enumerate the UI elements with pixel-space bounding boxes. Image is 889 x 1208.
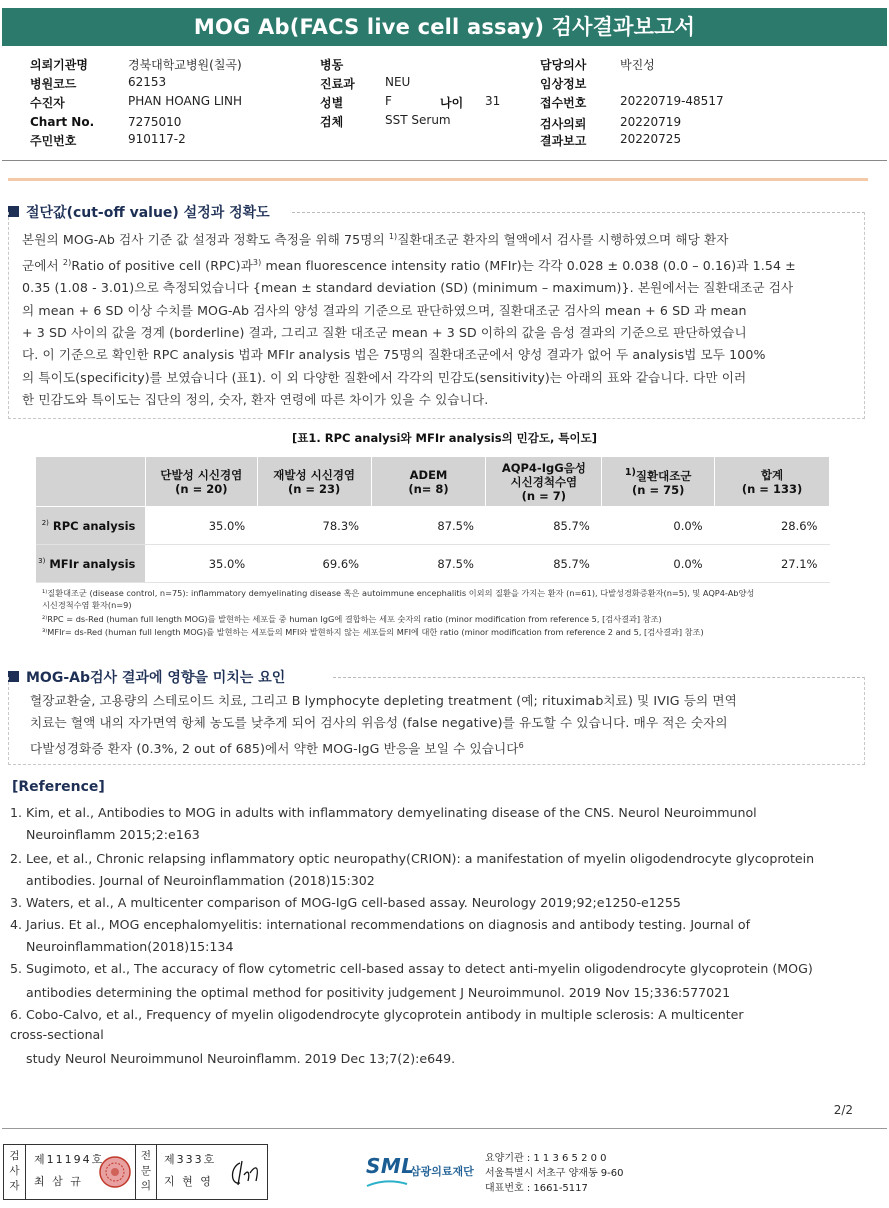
reference-line: 3. Waters, et al., A multicenter comparison of MOG-IgG cell-based assay. Neurology 2019;92;e1250-e1255 xyxy=(10,895,681,910)
inspector-label xyxy=(4,1145,26,1199)
lab-address: 서울특별시 서초구 양재동 9-60 xyxy=(485,1168,624,1179)
section2-heading-text: MOG-Ab검사 결과에 영향을 미치는 요인 xyxy=(26,670,286,686)
hospital-code-label: 병원코드 xyxy=(30,77,77,91)
chart-no: 7275010 xyxy=(128,115,182,129)
table-cell: 0.0% xyxy=(602,545,715,583)
vertical-char: 의 xyxy=(140,1180,152,1192)
table-header-cell xyxy=(486,457,602,507)
examinee: PHAN HOANG LINH xyxy=(128,94,243,108)
table-cell: 0.0% xyxy=(602,507,715,545)
table-header-cell xyxy=(602,457,715,507)
requesting-org: 경북대학교병원(칠곡) xyxy=(128,58,242,72)
header-line2: (n = 133) xyxy=(741,481,803,496)
section1-line xyxy=(22,277,862,299)
page-number: 2/2 xyxy=(833,1103,853,1117)
section1-line xyxy=(22,252,862,278)
orange-divider xyxy=(8,178,868,181)
footnote-ref: 3) xyxy=(252,257,262,267)
table-cell: 35.0% xyxy=(145,545,257,583)
footnote-line: ³⁾MFIr= ds-Red (human full length MOG)를 발현하는 세포들의 MFI와 발현하지 않는 세포들의 MFI에 대한 ratio (minor modification from reference 2 and 5, [검사결과] 참조) xyxy=(42,627,704,637)
table-cell: 87.5% xyxy=(371,545,486,583)
footnote-ref: 2) xyxy=(41,518,49,527)
table-header-row xyxy=(36,457,830,507)
results-table xyxy=(35,456,830,583)
reference-heading: [Reference] xyxy=(12,779,105,795)
vertical-char: 전 xyxy=(140,1150,152,1162)
header-line2: (n = 20) xyxy=(175,481,228,496)
reference-line: Neuroinflammation(2018)15:134 xyxy=(10,939,234,954)
header-text: 단발성 시신경염 xyxy=(160,467,243,482)
header-line3: (n = 7) xyxy=(521,488,567,503)
reference-line: 6. Cobo-Calvo, et al., Frequency of myelin oligodendrocyte glycoprotein antibody in multiple sclerosis: A multicenter xyxy=(10,1007,744,1022)
age: 31 xyxy=(485,94,501,108)
footnote-ref: 3) xyxy=(38,556,46,565)
age-label: 나이 xyxy=(440,96,464,110)
report-date: 20220725 xyxy=(620,132,682,146)
header-divider xyxy=(2,160,887,161)
table-corner xyxy=(36,457,146,507)
seal-icon xyxy=(98,1155,132,1189)
section2-line: 다발성경화증 환자 (0.3%, 2 out of 685)에서 약한 MOG-IgG 반응을 보일 수 있습니다$^6$ xyxy=(30,740,524,756)
footnote-ref: 1) xyxy=(624,467,636,479)
text-run: + 3 SD 사이의 값을 경계 (borderline) 결과, 그리고 질환 대조군 mean + 3 SD 이하의 값을 음성 결과의 기준으로 판단하였습니 xyxy=(22,325,747,340)
table-header-cell xyxy=(257,457,371,507)
request-date-label: 검사의뢰 xyxy=(540,117,587,131)
section2-body xyxy=(30,690,860,760)
row-header xyxy=(36,545,146,583)
specialist-label xyxy=(135,1145,157,1199)
text-run: 다. 이 기준으로 확인한 RPC analysis 법과 MFIr analysis 법은 75명의 질환대조군에서 양성 결과가 없어 두 analysis법 모두 100% xyxy=(22,347,766,363)
org-logo xyxy=(366,1150,486,1195)
clinical-label: 임상정보 xyxy=(540,77,587,91)
header-line2: (n= 8) xyxy=(408,481,449,496)
row-label: RPC analysis xyxy=(52,518,136,533)
doctor-label: 담당의사 xyxy=(540,58,587,72)
sex-label: 성별 xyxy=(320,96,344,110)
header-line1 xyxy=(258,468,371,482)
table-header-cell xyxy=(371,457,486,507)
header-line1 xyxy=(372,468,486,482)
header-line2: 시신경척수염 xyxy=(510,474,578,489)
row-label: MFIr analysis xyxy=(49,556,136,571)
table-row xyxy=(36,507,830,545)
reference-line: cross-sectional xyxy=(10,1027,104,1042)
text-run: 본원의 MOG-Ab 검사 기준 값 설정과 정확도 측정을 위해 75명의 xyxy=(22,232,389,248)
text-run: Ratio of positive cell (RPC)과 xyxy=(71,257,253,273)
reference-line: 5. Sugimoto, et al., The accuracy of flow cytometric cell-based assay to detect anti-myelin oligodendrocyte glycoprotein (MOG) xyxy=(10,961,813,976)
lab-phone: 대표번호 : 1661-5117 xyxy=(485,1183,588,1194)
resident-no-label: 주민번호 xyxy=(30,134,77,148)
hospital-code: 62153 xyxy=(128,75,167,89)
section2-line: 혈장교환술, 고용량의 스테로이드 치료, 그리고 B lymphocyte depleting treatment (예; rituximab치료) 및 IVIG 등의 면역 xyxy=(30,693,737,708)
resident-no: 910117-2 xyxy=(128,132,186,146)
reference-line: antibodies determining the optimal method for positivity judgement J Neuroimmunol. 2019 Nov 15;336:577021 xyxy=(10,985,731,1000)
footnote-ref: 2) xyxy=(62,257,72,267)
footnote-line: 시신경척수염 환자(n=9) xyxy=(42,600,132,610)
reference-line: 2. Lee, et al., Chronic relapsing inflammatory optic neuropathy(CRION): a manifestation of myelin oligodendrocyte glycoprotein xyxy=(10,851,815,866)
table-cell: 28.6% xyxy=(715,507,830,545)
footnote-ref: 1) xyxy=(388,232,398,241)
footnote-line: ¹⁾질환대조군 (disease control, n=75): inflammatory demyelinating disease 혹은 autoimmune encephalitis 이외의 질환을 가지는 환자 (n=61), 다발성경화증환자(n=5), 및 AQP4-Ab양성 xyxy=(42,588,755,598)
header-line2: (n = 23) xyxy=(287,481,341,496)
table-cell: 85.7% xyxy=(486,545,602,583)
header-line1 xyxy=(486,461,601,475)
header-text: ADEM xyxy=(409,467,448,482)
table-header-cell xyxy=(145,457,257,507)
table-cell: 87.5% xyxy=(371,507,486,545)
footer-divider xyxy=(2,1128,887,1129)
header-line1 xyxy=(602,466,714,483)
header-text: 재발성 시신경염 xyxy=(273,467,356,482)
section1-line xyxy=(22,300,862,322)
vertical-char: 검 xyxy=(9,1150,20,1162)
section2-line: 치료는 혈액 내의 자가면역 항체 농도를 낮추게 되어 검사의 위음성 (false negative)를 유도할 수 있습니다. 매우 적은 숫자의 xyxy=(30,715,728,731)
specimen: SST Serum xyxy=(385,113,451,127)
section1-line xyxy=(22,226,862,252)
receipt-no-label: 접수번호 xyxy=(540,96,587,110)
header-line2: (n = 75) xyxy=(632,482,685,497)
table-header-cell xyxy=(715,457,830,507)
logo-swoosh-icon xyxy=(366,1180,408,1188)
ward-label: 병동 xyxy=(320,58,344,72)
footnote-ref: 6 xyxy=(518,740,524,750)
reference-line: antibodies. Journal of Neuroinflammation (2018)15:302 xyxy=(10,873,375,888)
header-text: 합계 xyxy=(760,467,784,482)
section1-heading-text: 절단값(cut-off value) 설정과 정확도 xyxy=(26,205,270,221)
section1-line xyxy=(22,344,862,366)
text-run: 질환대조군 환자의 혈액에서 검사를 시행하였으며 해당 환자 xyxy=(397,232,729,248)
reference-line: Neuroinflamm 2015;2:e163 xyxy=(10,827,200,842)
signature-icon xyxy=(226,1153,264,1191)
section1-line xyxy=(22,367,862,389)
row-header xyxy=(36,507,146,545)
header-line1 xyxy=(715,468,829,482)
lab-info xyxy=(485,1151,624,1196)
table-cell: 27.1% xyxy=(715,545,830,583)
table-cell: 35.0% xyxy=(145,507,257,545)
text-run: 의 mean + 6 SD 이상 수치를 MOG-Ab 검사의 양성 결과의 기준으로 판단하였으며, 질환대조군 검사의 mean + 6 SD 과 mean xyxy=(22,302,747,318)
footnote-line: ²⁾RPC = ds-Red (human full length MOG)를 발현하는 세포들 중 human IgG에 결합하는 세포 숫자의 ratio (minor modification from reference 5, [검사결과] 참조) xyxy=(42,614,662,624)
header-text: 질환대조군 xyxy=(635,468,692,483)
reference-line: 4. Jarius. Et al., MOG encephalomyelitis: international recommendations on diagnosis and antibody testing. Journal of xyxy=(10,917,751,932)
specialist-no: 제333호 xyxy=(164,1153,217,1166)
sml-logo-text: SML xyxy=(366,1154,415,1178)
table-title: [표1. RPC analysi와 MFIr analysis의 민감도, 특이도] xyxy=(292,431,597,445)
table-cell: 69.6% xyxy=(257,545,371,583)
inspector-name: 최 삼 규 xyxy=(34,1175,83,1188)
requesting-org-label: 의뢰기관명 xyxy=(30,58,88,72)
specimen-label: 검체 xyxy=(320,115,344,129)
patient-info xyxy=(30,54,870,154)
vertical-char: 사 xyxy=(9,1165,20,1177)
table-cell: 85.7% xyxy=(486,507,602,545)
dept-label: 진료과 xyxy=(320,77,355,91)
doctor: 박진성 xyxy=(620,58,655,72)
dept: NEU xyxy=(385,75,411,89)
receipt-no: 20220719-48517 xyxy=(620,94,724,108)
chart-no-label: Chart No. xyxy=(30,115,95,129)
signature-box xyxy=(3,1144,268,1200)
report-title: MOG Ab(FACS live cell assay) 검사결과보고서 xyxy=(2,8,887,46)
report-date-label: 결과보고 xyxy=(540,134,587,148)
text-run: 0.35 (1.08 - 3.01)으로 측정되었습니다 {mean ± standard deviation (SD) (minimum – maximum)}. 본원에서는 질환대조군 검사 xyxy=(22,280,794,296)
vertical-char: 문 xyxy=(140,1165,152,1177)
text-run: mean fluorescence intensity ratio (MFIr)는 각각 0.028 ± 0.038 (0.0 – 0.16)과 1.54 ± xyxy=(261,257,796,273)
header-line1 xyxy=(146,468,257,482)
section1-line xyxy=(22,389,862,411)
text-run: 의 특이도(specificity)를 보였습니다 (표1). 이 외 다양한 질환에서 각각의 민감도(sensitivity)는 아래의 표와 같습니다. 다만 이러 xyxy=(22,369,747,385)
vertical-char: 자 xyxy=(9,1180,20,1192)
header-text: AQP4-IgG음성 xyxy=(501,460,586,475)
section1-line xyxy=(22,322,862,344)
table-row xyxy=(36,545,830,583)
table-cell: 78.3% xyxy=(257,507,371,545)
sex: F xyxy=(385,94,392,108)
text-run: 한 민감도와 특이도는 집단의 정의, 숫자, 환자 연령에 따른 차이가 있을 수 있습니다. xyxy=(22,392,489,408)
specialist-name: 지 현 영 xyxy=(164,1175,213,1188)
org-name: 삼광의료재단 xyxy=(410,1165,474,1178)
examinee-label: 수진자 xyxy=(30,96,65,110)
request-date: 20220719 xyxy=(620,115,682,129)
reference-line: study Neurol Neuroimmunol Neuroinflamm. 2019 Dec 13;7(2):e649. xyxy=(10,1051,456,1066)
lab-code: 요양기관 : 1 1 3 6 5 2 0 0 xyxy=(485,1153,607,1164)
section1-body xyxy=(22,226,862,412)
inspector-no: 제11194호 xyxy=(34,1153,105,1166)
text-run: 군에서 xyxy=(22,257,63,273)
reference-line: 1. Kim, et al., Antibodies to MOG in adults with inflammatory demyelinating disease of the CNS. Neurol Neuroimmunol xyxy=(10,805,757,820)
